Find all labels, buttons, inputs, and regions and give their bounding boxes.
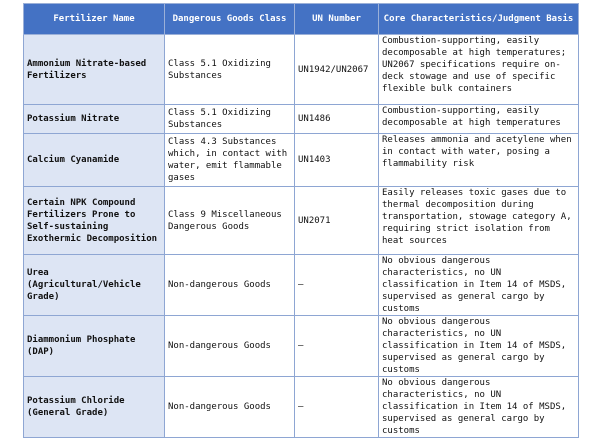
un-number-cell: — bbox=[295, 255, 379, 316]
dangerous-goods-class-cell: Non-dangerous Goods bbox=[165, 255, 295, 316]
dangerous-goods-class-cell: Non-dangerous Goods bbox=[165, 316, 295, 377]
judgment-basis-cell: Releases ammonia and acetylene when in contact with water, posing a flammability risk bbox=[379, 134, 579, 187]
judgment-basis-cell: Combustion-supporting, easily decomposable at high temperatures; UN2067 specifications require on-deck stowage and use of specific flexible bulk containers bbox=[379, 35, 579, 105]
un-number-cell: — bbox=[295, 316, 379, 377]
un-number-cell: UN1403 bbox=[295, 134, 379, 187]
header-fertilizer-name: Fertilizer Name bbox=[24, 4, 165, 35]
fertilizer-name-cell: Potassium Nitrate bbox=[24, 105, 165, 134]
header-un-number: UN Number bbox=[295, 4, 379, 35]
dangerous-goods-class-cell: Class 5.1 Oxidizing Substances bbox=[165, 35, 295, 105]
judgment-basis-cell: No obvious dangerous characteristics, no UN classification in Item 14 of MSDS, supervised as general cargo by customs bbox=[379, 377, 579, 438]
table-row bbox=[24, 187, 579, 255]
dangerous-goods-class-cell: Class 9 Miscellaneous Dangerous Goods bbox=[165, 187, 295, 255]
dangerous-goods-class-cell: Class 4.3 Substances which, in contact with water, emit flammable gases bbox=[165, 134, 295, 187]
table-row bbox=[24, 255, 579, 316]
fertilizer-name-cell: Calcium Cyanamide bbox=[24, 134, 165, 187]
table-row bbox=[24, 105, 579, 134]
table-row bbox=[24, 134, 579, 187]
header-core-characteristics: Core Characteristics/Judgment Basis bbox=[379, 4, 579, 35]
fertilizer-name-cell: Potassium Chloride (General Grade) bbox=[24, 377, 165, 438]
judgment-basis-cell: Combustion-supporting, easily decomposable at high temperatures bbox=[379, 105, 579, 134]
un-number-cell: UN2071 bbox=[295, 187, 379, 255]
table-header-row bbox=[24, 4, 579, 35]
table-row bbox=[24, 35, 579, 105]
un-number-cell: UN1942/UN2067 bbox=[295, 35, 379, 105]
fertilizer-name-cell: Diammonium Phosphate (DAP) bbox=[24, 316, 165, 377]
table-row bbox=[24, 316, 579, 377]
judgment-basis-cell: No obvious dangerous characteristics, no UN classification in Item 14 of MSDS, supervised as general cargo by customs bbox=[379, 316, 579, 377]
fertilizer-name-cell: Ammonium Nitrate-based Fertilizers bbox=[24, 35, 165, 105]
un-number-cell: — bbox=[295, 377, 379, 438]
fertilizer-name-cell: Certain NPK Compound Fertilizers Prone to Self-sustaining Exothermic Decomposition bbox=[24, 187, 165, 255]
dangerous-goods-class-cell: Class 5.1 Oxidizing Substances bbox=[165, 105, 295, 134]
dangerous-goods-class-cell: Non-dangerous Goods bbox=[165, 377, 295, 438]
header-dangerous-goods-class: Dangerous Goods Class bbox=[165, 4, 295, 35]
fertilizer-name-cell: Urea (Agricultural/Vehicle Grade) bbox=[24, 255, 165, 316]
judgment-basis-cell: No obvious dangerous characteristics, no UN classification in Item 14 of MSDS, supervised as general cargo by customs bbox=[379, 255, 579, 316]
table-row bbox=[24, 377, 579, 438]
fertilizer-classification-table bbox=[23, 3, 579, 438]
judgment-basis-cell: Easily releases toxic gases due to thermal decomposition during transportation, stowage category A, requiring strict isolation from heat sources bbox=[379, 187, 579, 255]
un-number-cell: UN1486 bbox=[295, 105, 379, 134]
